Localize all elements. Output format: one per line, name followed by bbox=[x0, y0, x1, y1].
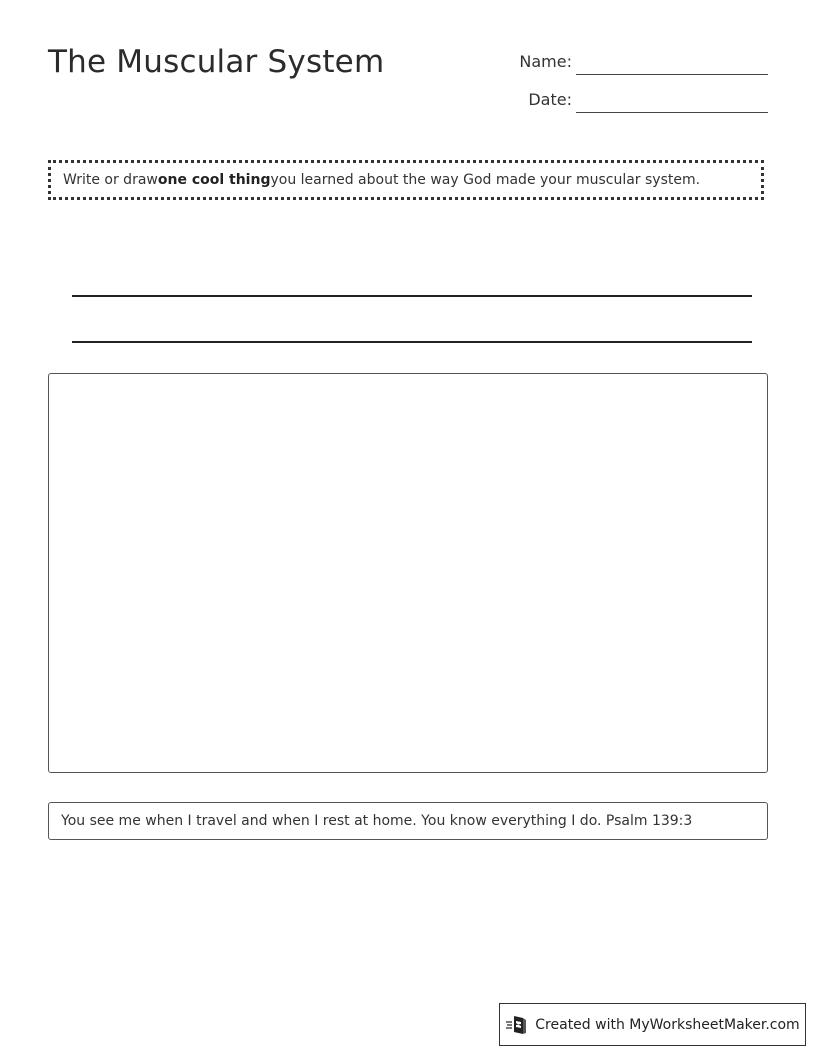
credit-text: Created with MyWorksheetMaker.com bbox=[535, 1016, 800, 1033]
verse-text: You see me when I travel and when I rest at home. You know everything I do. Psalm 139:3 bbox=[61, 813, 693, 829]
credit-badge bbox=[499, 1003, 806, 1046]
instruction-text-start: Write or draw bbox=[63, 172, 158, 188]
instruction-emphasis: one cool thing bbox=[157, 172, 271, 188]
verse-box bbox=[48, 802, 768, 840]
name-field[interactable] bbox=[576, 60, 768, 75]
date-field[interactable] bbox=[576, 98, 768, 113]
worksheet-maker-logo-icon bbox=[505, 1013, 529, 1037]
answer-line-1[interactable] bbox=[72, 295, 752, 297]
worksheet-title: The Muscular System bbox=[48, 44, 385, 80]
answer-line-2[interactable] bbox=[72, 341, 752, 343]
date-label: Date: bbox=[528, 90, 572, 109]
instruction-text-end: you learned about the way God made your muscular system. bbox=[270, 172, 701, 188]
instruction-box bbox=[48, 160, 764, 200]
name-label: Name: bbox=[519, 52, 572, 71]
drawing-area[interactable] bbox=[48, 373, 768, 773]
